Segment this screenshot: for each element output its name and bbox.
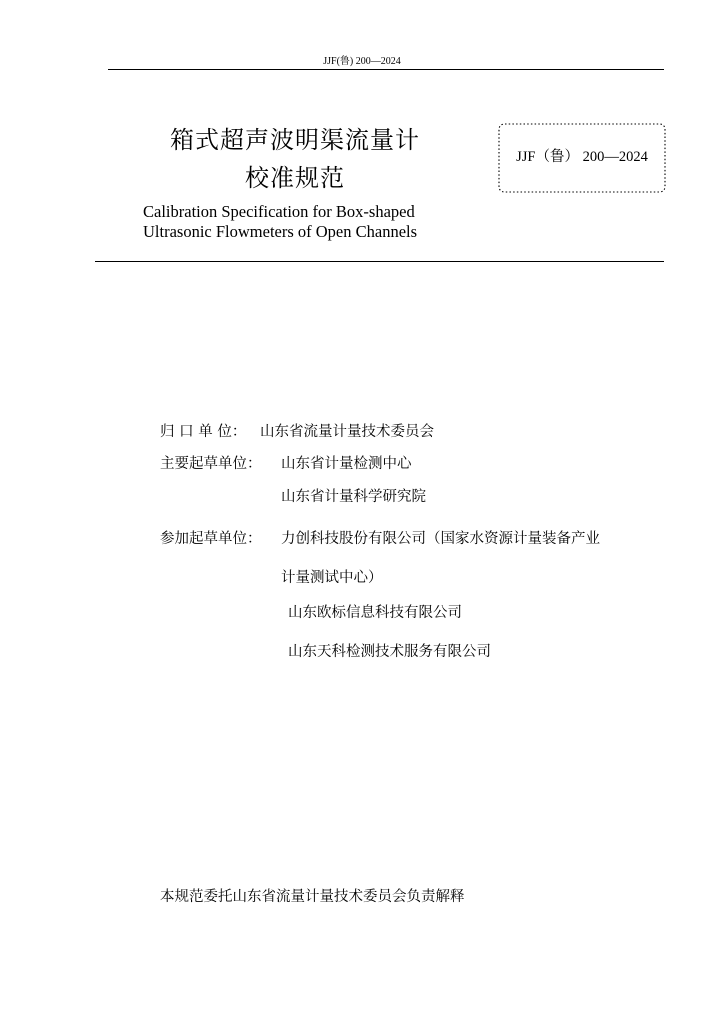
main-drafting-unit-2: 山东省计量科学研究院 bbox=[281, 489, 426, 505]
responsible-unit-label: 归 口 单 位： bbox=[160, 424, 247, 440]
interpretation-note: 本规范委托山东省流量计量技术委员会负责解释 bbox=[160, 889, 465, 905]
title-divider bbox=[95, 261, 664, 262]
participating-unit-label: 参加起草单位： bbox=[160, 531, 262, 547]
header-divider bbox=[108, 69, 664, 70]
participating-unit-1: 力创科技股份有限公司（国家水资源计量装备产业 bbox=[281, 531, 600, 547]
header-standard-code: JJF(鲁) 200—2024 bbox=[323, 56, 401, 67]
title-chinese-line-2: 校准规范 bbox=[245, 164, 345, 192]
main-drafting-unit-label: 主要起草单位： bbox=[160, 456, 262, 472]
responsible-unit-value: 山东省流量计量技术委员会 bbox=[260, 424, 434, 440]
standard-code-box bbox=[497, 122, 667, 194]
main-drafting-unit-1: 山东省计量检测中心 bbox=[281, 456, 412, 472]
standard-code: JJF（鲁） 200—2024 bbox=[516, 149, 648, 165]
title-chinese-line-1: 箱式超声波明渠流量计 bbox=[170, 126, 420, 154]
participating-unit-3: 山东天科检测技术服务有限公司 bbox=[288, 644, 491, 660]
title-english-line-1: Calibration Specification for Box-shaped bbox=[143, 202, 415, 221]
title-english-line-2: Ultrasonic Flowmeters of Open Channels bbox=[143, 222, 418, 241]
participating-unit-1-continued: 计量测试中心） bbox=[281, 570, 383, 586]
participating-unit-2: 山东欧标信息科技有限公司 bbox=[288, 605, 462, 621]
